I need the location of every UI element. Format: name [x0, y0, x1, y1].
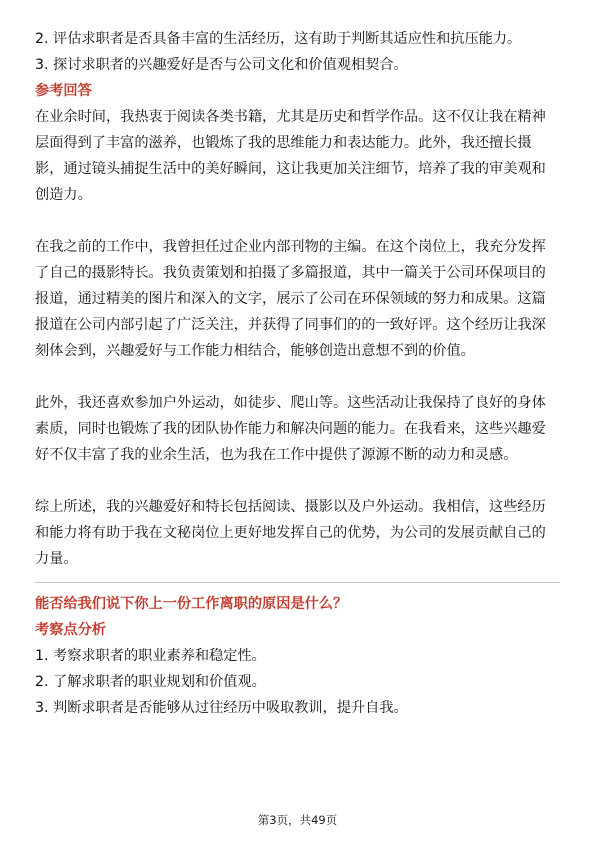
answer-paragraph — [35, 390, 560, 468]
paragraph-line: 刻体会到，兴趣爱好与工作能力相结合，能够创造出意想不到的价值。 — [35, 343, 475, 359]
list-item: 3. 探讨求职者的兴趣爱好是否与公司文化和价值观相契合。 — [35, 57, 408, 73]
paragraph-line: 报道，通过精美的图片和深入的文字，展示了公司在环保领域的努力和成果。这篇 — [35, 291, 546, 307]
paragraph-line: 力量。 — [35, 551, 78, 567]
paragraph-line: 好不仅丰富了我的业余生活，也为我在工作中提供了源源不断的动力和灵感。 — [35, 447, 518, 463]
list-item: 2. 了解求职者的职业规划和价值观。 — [35, 674, 266, 690]
paragraph-spacer — [35, 208, 560, 234]
paragraph-line: 创造力。 — [35, 187, 92, 203]
paragraph-line: 层面得到了丰富的滋养，也锻炼了我的思维能力和表达能力。此外，我还擅长摄 — [35, 135, 532, 151]
question-heading: 能否给我们说下你上一份工作离职的原因是什么？ — [35, 596, 348, 612]
paragraph-line: 在业余时间，我热衷于阅读各类书籍，尤其是历史和哲学作品。这不仅让我在精神 — [35, 109, 546, 125]
paragraph-line: 影，通过镜头捕捉生活中的美好瞬间，这让我更加关注细节，培养了我的审美观和 — [35, 161, 546, 177]
paragraph-line: 此外，我还喜欢参加户外运动，如徒步、爬山等。这些活动让我保持了良好的身体 — [35, 395, 546, 411]
analysis-list — [35, 643, 560, 721]
paragraph-line: 在我之前的工作中，我曾担任过企业内部刊物的主编。在这个岗位上，我充分发挥 — [35, 239, 546, 255]
answer-paragraph — [35, 234, 560, 364]
paragraph-spacer — [35, 364, 560, 390]
page-number: 第3页，共49页 — [257, 813, 338, 827]
page-content — [35, 26, 560, 721]
top-list — [35, 26, 560, 78]
paragraph-line: 和能力将有助于我在文秘岗位上更好地发挥自己的优势，为公司的发展贡献自己的 — [35, 525, 546, 541]
answer-paragraph — [35, 494, 560, 572]
list-item: 3. 判断求职者是否能够从过往经历中吸取教训，提升自我。 — [35, 700, 408, 716]
paragraph-line: 了自己的摄影特长。我负责策划和拍摄了多篇报道，其中一篇关于公司环保项目的 — [35, 265, 546, 281]
paragraph-line: 报道在公司内部引起了广泛关注，并获得了同事们的的一致好评。这个经历让我深 — [35, 317, 546, 333]
answer-label: 参考回答 — [35, 83, 92, 99]
answer-paragraph — [35, 104, 560, 208]
paragraph-spacer — [35, 468, 560, 494]
list-item: 2. 评估求职者是否具备丰富的生活经历，这有助于判断其适应性和抗压能力。 — [35, 31, 522, 47]
analysis-label: 考察点分析 — [35, 622, 106, 638]
list-item: 1. 考察求职者的职业素养和稳定性。 — [35, 648, 266, 664]
section-divider — [35, 582, 560, 583]
paragraph-line: 素质，同时也锻炼了我的团队协作能力和解决问题的能力。在我看来，这些兴趣爱 — [35, 421, 546, 437]
paragraph-line: 综上所述，我的兴趣爱好和特长包括阅读、摄影以及户外运动。我相信，这些经历 — [35, 499, 546, 515]
